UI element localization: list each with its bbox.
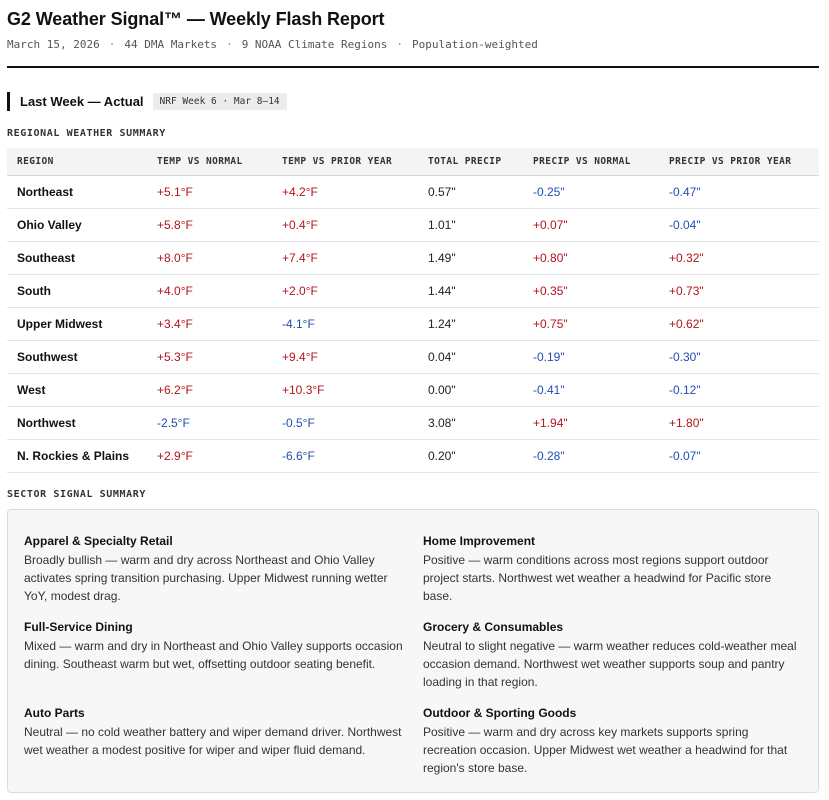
meta-separator: · [226, 38, 233, 51]
sector-caption: SECTOR SIGNAL SUMMARY [7, 489, 147, 500]
cell-total-precip: 1.01" [418, 208, 523, 241]
cell-temp-vs-prior-year: +9.4°F [272, 340, 418, 373]
sector-card [24, 706, 404, 759]
cell-precip-vs-normal: +1.94" [523, 406, 659, 439]
sector-name: Auto Parts [24, 706, 85, 720]
cell-precip-vs-prior-year: +0.62" [659, 307, 819, 340]
column-header-precip-vs-prior-year: PRECIP VS PRIOR YEAR [659, 148, 819, 175]
section-title: Last Week — Actual [20, 94, 144, 109]
table-header-row [7, 148, 819, 175]
cell-precip-vs-normal: -0.28" [523, 439, 659, 472]
cell-precip-vs-normal: -0.25" [523, 175, 659, 208]
cell-total-precip: 0.00" [418, 373, 523, 406]
table-row [7, 208, 819, 241]
cell-temp-vs-normal: +6.2°F [147, 373, 272, 406]
sector-name: Apparel & Specialty Retail [24, 534, 173, 548]
header-rule [7, 66, 819, 68]
cell-total-precip: 1.44" [418, 274, 523, 307]
sector-name: Grocery & Consumables [423, 620, 564, 634]
cell-temp-vs-normal: +5.8°F [147, 208, 272, 241]
meta-separator: · [108, 38, 116, 51]
week-badge: NRF Week 6 · Mar 8–14 [153, 93, 287, 110]
sector-description: Neutral — no cold weather battery and wiper demand driver. Northwest wet weather a modest positive for wiper and wiper fluid demand. [24, 725, 402, 757]
cell-temp-vs-prior-year: +4.2°F [272, 175, 418, 208]
sector-description: Positive — warm and dry across key markets supports spring recreation occasion. Upper Midwest wet weather a headwind for that region's store base. [423, 725, 788, 775]
column-header-temp-vs-prior-year: TEMP VS PRIOR YEAR [272, 148, 418, 175]
column-header-total-precip: TOTAL PRECIP [418, 148, 523, 175]
cell-region: South [7, 274, 147, 307]
table-row [7, 175, 819, 208]
cell-precip-vs-normal: -0.19" [523, 340, 659, 373]
cell-temp-vs-normal: +3.4°F [147, 307, 272, 340]
dma-markets: 44 DMA Markets [124, 38, 218, 51]
cell-total-precip: 0.20" [418, 439, 523, 472]
cell-temp-vs-prior-year: -6.6°F [272, 439, 418, 472]
cell-temp-vs-prior-year: -0.5°F [272, 406, 418, 439]
table-row [7, 373, 819, 406]
cell-total-precip: 0.04" [418, 340, 523, 373]
sector-name: Full-Service Dining [24, 620, 133, 634]
sector-card [423, 620, 803, 691]
sector-description: Broadly bullish — warm and dry across Northeast and Ohio Valley activates spring transition purchasing. Upper Midwest running wetter YoY, modest drag. [24, 553, 388, 603]
regional-weather-table [7, 148, 819, 473]
cell-precip-vs-prior-year: -0.30" [659, 340, 819, 373]
cell-precip-vs-normal: -0.41" [523, 373, 659, 406]
cell-temp-vs-normal: +4.0°F [147, 274, 272, 307]
cell-region: N. Rockies & Plains [7, 439, 147, 472]
cell-region: Southeast [7, 241, 147, 274]
cell-precip-vs-normal: +0.35" [523, 274, 659, 307]
table-row [7, 274, 819, 307]
table-row [7, 406, 819, 439]
cell-temp-vs-prior-year: +2.0°F [272, 274, 418, 307]
cell-precip-vs-prior-year: +1.80" [659, 406, 819, 439]
report-date: March 15, 2026 [7, 38, 100, 51]
table-row [7, 340, 819, 373]
sector-card [24, 620, 404, 673]
cell-total-precip: 0.57" [418, 175, 523, 208]
cell-precip-vs-prior-year: -0.12" [659, 373, 819, 406]
cell-region: West [7, 373, 147, 406]
cell-total-precip: 1.49" [418, 241, 523, 274]
table-row [7, 307, 819, 340]
cell-temp-vs-normal: +2.9°F [147, 439, 272, 472]
cell-temp-vs-normal: +8.0°F [147, 241, 272, 274]
climate-regions: 9 NOAA Climate Regions [241, 38, 388, 51]
meta-separator: · [396, 38, 404, 51]
sector-description: Positive — warm conditions across most regions support outdoor project starts. Northwest wet weather a headwind for Pacific store base. [423, 553, 772, 603]
report-meta [7, 38, 538, 51]
section-header [7, 92, 287, 111]
sector-card [423, 534, 803, 605]
cell-precip-vs-normal: +0.75" [523, 307, 659, 340]
sector-signal-panel [7, 509, 819, 793]
cell-total-precip: 1.24" [418, 307, 523, 340]
column-header-region: REGION [7, 148, 147, 175]
cell-temp-vs-normal: +5.3°F [147, 340, 272, 373]
table-row [7, 439, 819, 472]
sector-card [423, 706, 803, 777]
cell-precip-vs-prior-year: +0.32" [659, 241, 819, 274]
cell-temp-vs-prior-year: +0.4°F [272, 208, 418, 241]
cell-temp-vs-normal: +5.1°F [147, 175, 272, 208]
table-body [7, 175, 819, 472]
regional-caption: REGIONAL WEATHER SUMMARY [7, 128, 166, 139]
cell-region: Upper Midwest [7, 307, 147, 340]
page-title: G2 Weather Signal™ — Weekly Flash Report [7, 9, 385, 29]
table-row [7, 241, 819, 274]
cell-precip-vs-prior-year: -0.07" [659, 439, 819, 472]
sector-description: Mixed — warm and dry in Northeast and Ohio Valley supports occasion dining. Southeast warm but wet, offsetting outdoor seating benefit. [24, 639, 403, 671]
cell-region: Southwest [7, 340, 147, 373]
cell-total-precip: 3.08" [418, 406, 523, 439]
sector-card [24, 534, 404, 605]
cell-region: Ohio Valley [7, 208, 147, 241]
sector-name: Home Improvement [423, 534, 536, 548]
sector-description: Neutral to slight negative — warm weather reduces cold-weather meal occasion demand. Northwest wet weather supports soup and pantry loading in that region. [423, 639, 797, 689]
weighting-method: Population-weighted [412, 38, 538, 51]
cell-region: Northwest [7, 406, 147, 439]
cell-temp-vs-prior-year: -4.1°F [272, 307, 418, 340]
column-header-temp-vs-normal: TEMP VS NORMAL [147, 148, 272, 175]
section-accent-bar [7, 92, 10, 111]
cell-region: Northeast [7, 175, 147, 208]
column-header-precip-vs-normal: PRECIP VS NORMAL [523, 148, 659, 175]
cell-temp-vs-normal: -2.5°F [147, 406, 272, 439]
cell-precip-vs-prior-year: +0.73" [659, 274, 819, 307]
cell-temp-vs-prior-year: +7.4°F [272, 241, 418, 274]
cell-temp-vs-prior-year: +10.3°F [272, 373, 418, 406]
cell-precip-vs-normal: +0.80" [523, 241, 659, 274]
cell-precip-vs-prior-year: -0.04" [659, 208, 819, 241]
cell-precip-vs-normal: +0.07" [523, 208, 659, 241]
cell-precip-vs-prior-year: -0.47" [659, 175, 819, 208]
sector-name: Outdoor & Sporting Goods [423, 706, 577, 720]
